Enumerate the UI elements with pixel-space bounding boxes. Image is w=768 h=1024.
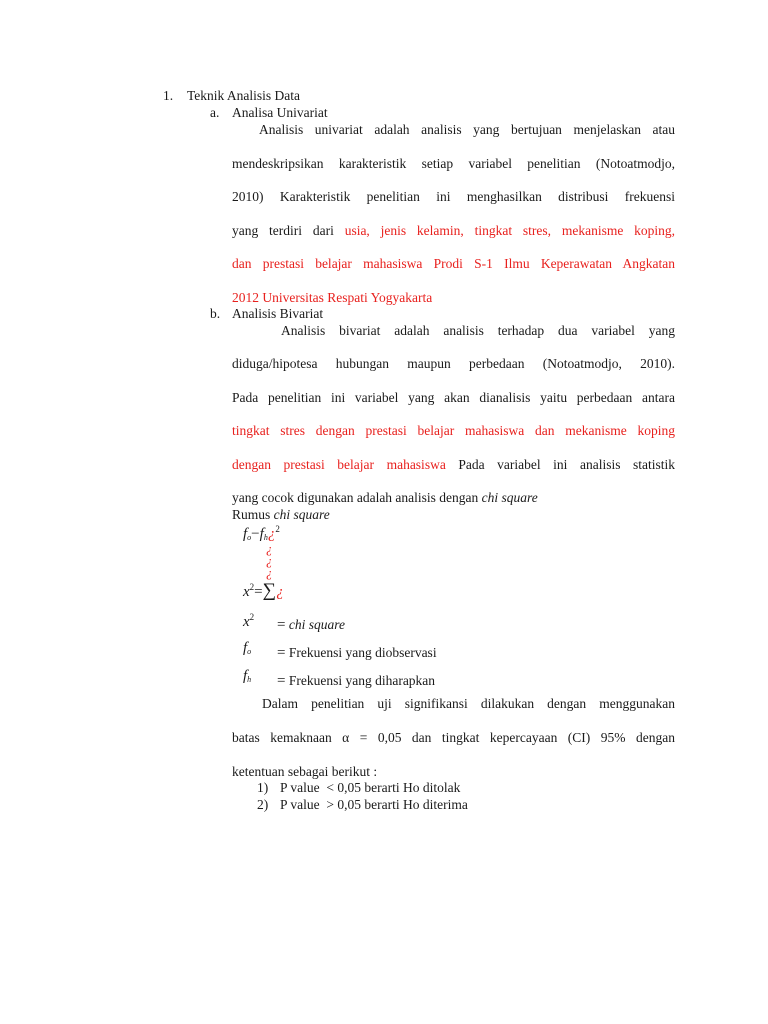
legend-x-exponent: 2 xyxy=(249,612,255,622)
univariat-line-5: dan prestasi belajar mahasiswa Prodi S-1 Ilmu Keperawatan Angkatan xyxy=(232,256,675,271)
bivariat-line-2: diduga/hipotesa hubungan maupun perbedaan (Notoatmodjo, 2010). xyxy=(232,356,675,371)
legend-fh-subscript: h xyxy=(247,675,252,684)
fh-symbol: f xyxy=(259,526,264,542)
significance-line-2: batas kemaknaan α = 0,05 dan tingkat kepercayaan (CI) 95% dengan xyxy=(232,730,675,745)
fo-subscript: o xyxy=(247,533,252,542)
legend-x-symbol: x xyxy=(243,614,250,630)
bivariat-line-5-text: Pada variabel ini analisis statistik xyxy=(458,457,675,472)
criteria-2-number: 2) xyxy=(257,797,269,812)
sum-sign: ∑ xyxy=(262,580,277,601)
rumus-label xyxy=(232,507,330,523)
x-symbol: x xyxy=(243,584,250,600)
univariat-line-1: Analisis univariat adalah analisis yang bertujuan menjelaskan atau xyxy=(259,122,675,137)
square-exponent: 2 xyxy=(275,524,280,534)
subsection-a-heading: Analisa Univariat xyxy=(232,105,328,120)
univariat-variables-highlight: usia, jenis kelamin, tingkat stres, mekanisme koping, xyxy=(344,223,676,238)
significance-line-1: Dalam penelitian uji signifikansi dilakukan dengan menggunakan xyxy=(262,696,675,711)
bivariat-line-6-italic: chi square xyxy=(481,490,538,505)
x-exponent: 2 xyxy=(249,582,255,592)
legend-equals-3: = xyxy=(277,673,286,689)
univariat-line-4 xyxy=(232,223,675,239)
legend-row-fo xyxy=(277,645,437,662)
placeholder-glyph-2: ¿ xyxy=(266,541,273,556)
significance-line-3: ketentuan sebagai berikut : xyxy=(232,764,378,779)
legend-fo-subscript: o xyxy=(247,647,252,656)
placeholder-glyph-3: ¿ xyxy=(266,553,273,568)
bivariat-line-5 xyxy=(232,457,675,473)
legend-symbol-fo xyxy=(243,640,251,657)
legend-fh-symbol: f xyxy=(243,668,248,684)
section-number: 1. xyxy=(163,88,174,103)
formula-main xyxy=(243,580,284,602)
univariat-line-2: mendeskripsikan karakteristik setiap variabel penelitian (Notoatmodjo, xyxy=(232,156,675,171)
legend-desc-chi: chi square xyxy=(288,617,345,632)
legend-equals-1: = xyxy=(277,617,286,633)
legend-row-chi xyxy=(277,617,345,634)
legend-symbol-chi xyxy=(243,612,254,631)
subsection-b-heading: Analisis Bivariat xyxy=(232,306,324,321)
fh-subscript: h xyxy=(263,533,268,542)
subsection-a-letter: a. xyxy=(210,105,220,120)
univariat-line-3: 2010) Karakteristik penelitian ini menghasilkan distribusi frekuensi xyxy=(232,189,675,204)
univariat-line-6: 2012 Universitas Respati Yogyakarta xyxy=(232,290,433,305)
criteria-1-text: P value < 0,05 berarti Ho ditolak xyxy=(280,780,461,795)
legend-desc-fo: Frekuensi yang diobservasi xyxy=(288,645,437,660)
bivariat-line-6-text: yang cocok digunakan adalah analisis dengan xyxy=(232,490,479,505)
legend-fo-symbol: f xyxy=(243,640,248,656)
equals-sign: = xyxy=(254,584,263,600)
rumus-label-italic: chi square xyxy=(273,507,330,522)
fo-symbol: f xyxy=(243,526,248,542)
univariat-line-4-text: yang terdiri dari xyxy=(232,223,334,238)
rumus-label-text: Rumus xyxy=(232,507,271,522)
legend-desc-fh: Frekuensi yang diharapkan xyxy=(288,673,436,688)
minus-sign: − xyxy=(251,526,260,542)
placeholder-glyph-1: ¿ xyxy=(267,526,276,542)
legend-row-fh xyxy=(277,673,435,690)
criteria-2-text: P value > 0,05 berarti Ho diterima xyxy=(280,797,468,812)
legend-symbol-fh xyxy=(243,668,251,685)
bivariat-line-5-highlight: dengan prestasi belajar mahasiswa xyxy=(232,457,446,472)
criteria-1-number: 1) xyxy=(257,780,269,795)
bivariat-line-6 xyxy=(232,490,538,506)
section-title: Teknik Analisis Data xyxy=(187,88,301,103)
formula-numerator xyxy=(243,524,280,543)
placeholder-glyph-4: ¿ xyxy=(266,565,273,580)
subsection-b-letter: b. xyxy=(210,306,221,321)
placeholder-glyph-5: ¿ xyxy=(276,584,284,600)
bivariat-line-3: Pada penelitian ini variabel yang akan dianalisis yaitu perbedaan antara xyxy=(232,390,675,405)
bivariat-line-4: tingkat stres dengan prestasi belajar mahasiswa dan mekanisme koping xyxy=(232,423,675,438)
bivariat-line-1: Analisis bivariat adalah analisis terhadap dua variabel yang xyxy=(281,323,675,338)
legend-equals-2: = xyxy=(277,645,286,661)
